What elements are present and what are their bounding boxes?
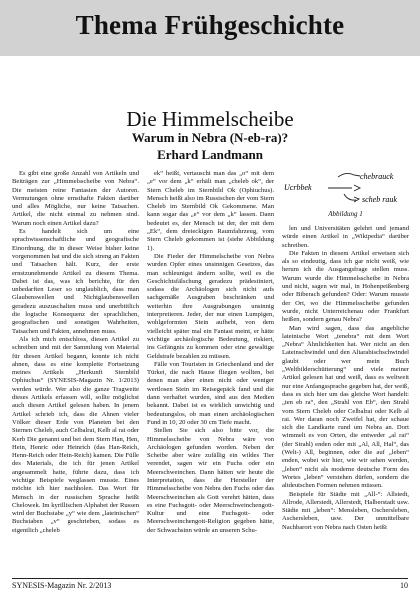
section-header bbox=[0, 0, 420, 56]
footer-rule bbox=[12, 578, 408, 579]
handwriting-word: scheb rauk bbox=[362, 195, 397, 204]
paragraph: Es gibt eine große Anzahl von Artikeln und Beiträgen zur „Himmelsscheibe von Nebra“. Die meisten reine Fantasien der Autoren. Vermutungen ohne ernsthafte Fakten darüber und alles Mögliche, nur keine Tatsachen. Artikel, die nicht einmal zu nehmen sind. Warum noch einen Artikel dazu? bbox=[12, 170, 139, 227]
paragraph: Beispiele für Städte mit „All-“: Allstedt, Allrode, Allerstedt, Allerstedt, Halberstadt usw. Städte mit „leben“: Mensleben, Oschersleben, Aschersleben, usw. Der unmittelbare Nachbarort von Nebra nach Osten heißt bbox=[282, 490, 409, 531]
handwriting-word: chebrauck bbox=[360, 172, 394, 181]
page-number: 10 bbox=[400, 581, 408, 590]
paragraph: Es handelt sich um eine sprachwissenschaftliche und geografische Einordnung, die in dieser Weise bisher keine vorgenommen hat und die sich streng an Fakten und Tatsachen hält. Kurz, der erste ernstzunehmende Artikel zu diesem Thema. Dabei ist das, was ich berichte, für den unbedarften Leser so unglaublich, dass man Glaubenswellen und Nichtglaubenswellen geradezu auszuschalten muss und unerbittlich die logische Konsequenz der sprachlichen, geografischen und sonstigen Wahrheiten, Tatsachen und Fakten, annehmen muss. bbox=[12, 228, 139, 335]
paragraph: Die Fakten in diesem Artikel erweisen sich als so eindeutig, dass ich gar nicht weiß, wie herum ich die Ausgangsfrage stellen muss. Warum wurde die Himmelsscheibe in Nebra und nicht, sagen wir mal, in Hohenpeißenberg oder Biberach gefunden? Oder: Warum musste der Ort, wo die Himmelsscheibe gefunden wurde, nicht Unterreichenau oder Frankfurt heißen, sondern genau Nebra? bbox=[282, 249, 409, 324]
article-title: Die Himmelscheibe bbox=[126, 107, 294, 131]
paragraph: Fälle von Touristen in Griechenland und der Türkei, die nach Hause fliegen wollten, bei denen man aber einen nicht oder weniger wertlosen Stein im Reisegepäck fand und die dann verhaftet wurden, sind aus den Medien bekannt. Dabei ist es wirklich unwichtig und bedeutungslos, ob man einen archäologischen Fund in 10, 20 oder 30 cm Tiefe macht. bbox=[147, 360, 274, 426]
footer-publication: SYNESIS-Magazin Nr. 2/2013 bbox=[12, 581, 112, 590]
text-column-1 bbox=[12, 170, 139, 572]
section-title: Thema Frühgeschichte bbox=[75, 10, 345, 40]
text-column-2 bbox=[147, 170, 274, 572]
paragraph: Die Fieder der Himmelscheibe von Nebra wurden Opfer eines unsinnigen Gesetzes, das man schleunigst ändern sollte, weil es die Geschichtsfälschung geradezu prädestiniert, sodass die Archäologen sich nicht aufs sachgemäße Ausgraben beschränken und weiterhin ihre Ausgrabungen unsinnig interpretieren. Jeder, der nur einen Lumpigen, wohlgeformten Stein aufhebt, von dem vielleicht später mal ein Fantast meint, er hätte wichtige archäologische Bedeutung, riskiert, ins Gefängnis zu kommen oder eine gewaltige Geldstrafe bezahlen zu müssen. bbox=[147, 252, 274, 360]
article-author: Erhard Landmann bbox=[157, 147, 263, 162]
paragraph: Stellen Sie sich also bitte vor, die Himmelsscheibe von Nebra wäre von Archäologen gefunden worden. Neben der Scheibe aber wäre zufällig ein wildes Tier verendet, sagen wir ein Fuchs oder ein Meerschweinchen. Dann hätten wir heute die Interpretation, dass die Hersteller der Himmelsscheibe von Nebra den Fuchs oder das Meerschweinchen als Gott verehrt hätten, dass es eine Fuchsgott- oder Meerschweinchengott-Kultur und eine Fuchsgott- oder Meerschweinchengott-Religion gegeben hätte, der Schwachsinn würde an unseren Schu- bbox=[147, 427, 274, 534]
paragraph: Als ich mich entschloss, diesen Artikel zu schreiben und mit der Sammlung von Material für diesen Artikel begann, konnte ich nicht ahnen, dass es eine komplette Fortsetzung meines Artikels „Herkunft Sternbild Ophiuchus“ (SYNESIS-Magazin Nr. 1/2013) werden würde. Wer also die ganze Tragweite dieses Artikels erfassen will, sollte möglichst auch diesen Artikel gelesen haben. In jenem Artikel schrieb ich, dass die Ahnen vieler Völker dieser Erde von Planeten bei den Sternen Cheleb, auch Celbalrai, Kelb al rai oder Kerb Die genannt und bei dem Stern Han, Hen, Hein, Henric oder Heinrich (das Han-Reich, Henn-Reich oder Hein-Reich) kamen. Die Fülle des Materials, die ich für jenen Artikel angesammelt hatte, führte dazu, dass ich wichtige Beispiele weglassen musste. Eines möchte ich hier nachholen. Das Wort für Mensch in der russischen Sprache heißt Chelowek. Im kyrillischen Alphabet der Russen wird der Buchstabe „y“ wie dem „lateinischen“ Buchstaben „v“ geschrieben, sodass es eigentlich „cheleb bbox=[12, 335, 139, 534]
handwriting-sketch bbox=[282, 168, 409, 208]
figure-caption: Abbildung 1 bbox=[328, 210, 363, 218]
paragraph: Man wird sagen, dass das angebliche lateinische Wort „tenebra“ mit dem Wort „Nebra“ Ähnlichkeiten hat. Wer nicht an den Lateinschwindel und den Altarabischschwindel glaubt oder wer mein Buch „Weltbilderschütterung“ und viele meiner Artikel gelesen hat und weiß, dass es weltweit nur eine Anfangssprache gegeben hat, der weiß, dass es sich hier um das gleiche Wort handelt: „ten eb ra“, den „Strahl von Eb“, den Strahl vom Stern Cheleb oder Celbalrai oder Kelb al rai. Wer daran noch Zweifel hat, der schaue sich die Landkarte rund um Nebra an. Dort wimmelt es von Orten, die entweder „al rai“ (der Strahl) enden oder mit „Al, All, Hal“, das (Welt-) All, beginnen, oder die auf „leben“ enden, wobei wir hier, wie wir sehen werden, „leben“ nicht als moderne deutsche Form des Wortes „leben“ verstehen dürfen, sondern die altdeutschen Formen nehmen müssen. bbox=[282, 324, 409, 490]
article-subtitle: Warum in Nebra (N-eb-ra)? bbox=[131, 130, 289, 145]
paragraph: ek“ heißt, vertauscht man das „o“ mit dem „e“ vor dem „k“ erhält man „cheleb ok“, der Stern Cheleb im Sternbild Ok (Ophiuchus). Mensch heißt also im Russischen der vom Stern Cheleb im Sternbild Ok Gekommene. Man kann sogar das „e“ vor dem „k“ lassen. Dann bedeutet es, der Mensch ist der, der mit dem „Ek“, dem dreieckigen Raumfahrzeug, vom Stern Cheleb gekommen ist (siehe Abbildung 1). bbox=[147, 170, 274, 252]
paragraph: len und Universitäten gelehrt und jemand würde einen Artikel in „Wikipedia“ darüber schreiben. bbox=[282, 225, 409, 249]
handwritten-figure bbox=[282, 168, 409, 208]
text-column-3 bbox=[282, 225, 409, 572]
handwriting-word: Ucrbbek bbox=[284, 183, 312, 192]
